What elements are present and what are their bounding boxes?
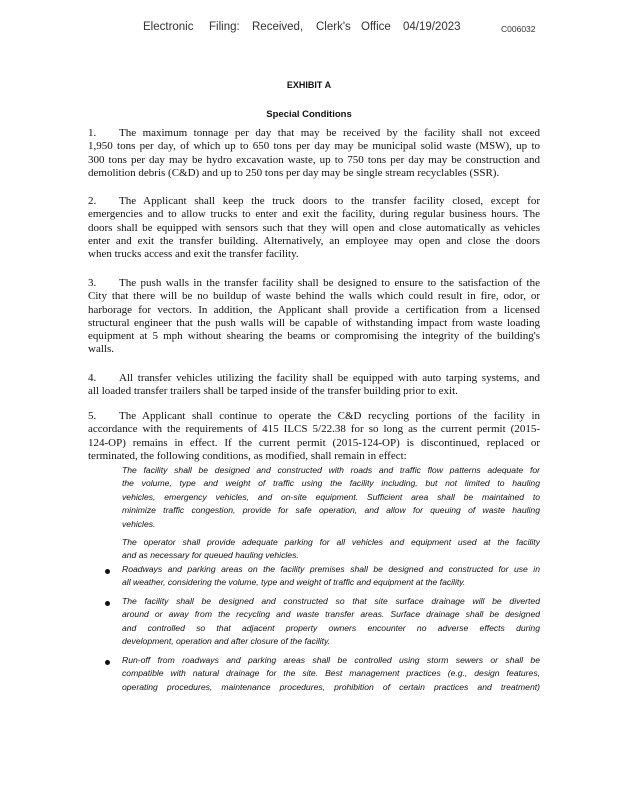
bullet-dot-icon [105,569,110,574]
condition-line: vehicles. [122,518,156,529]
filing-stamp-header [0,21,618,35]
paragraph-line: equipment at 5 mph without shearing the beams or compromising the integrity of the building's [88,330,540,343]
condition-run-off [122,654,540,694]
paragraph-2 [88,195,540,261]
condition-line: and controlled so that adjacent property owners encounter no adverse effects during [122,622,540,633]
special-conditions-heading: Special Conditions [266,109,352,120]
paragraph-number: 2. [88,195,97,207]
paragraph-3 [88,277,540,357]
paragraph-number: 5. [88,410,97,422]
header-filing: Filing: [209,21,240,33]
paragraph-line: demolition debris (C&D) and up to 250 tons per day may be single stream recyclables (SSR). [88,166,500,179]
condition-roadways [122,563,540,590]
condition-line: around or away from the recycling and waste transfer areas. Surface drainage shall be designed [122,609,540,620]
paragraph-line: all loaded transfer trailers shall be tarped inside of the transfer building prior to exit. [88,385,458,398]
paragraph-1 [88,127,540,180]
condition-parking [122,536,540,563]
paragraph-line: 1,950 tons per day, of which up to 650 tons per day may be municipal solid waste (MSW), up to [88,140,540,153]
condition-line: The operator shall provide adequate parking for all vehicles and equipment used at the facility [122,537,540,547]
exhibit-title: EXHIBIT A [286,80,332,90]
condition-surface-drainage [122,595,540,649]
header-electronic: Electronic [143,21,194,33]
paragraph-number: 3. [88,277,97,289]
paragraph-line: 300 tons per day may be hydro excavation waste, up to 750 tons per day may be construction and [88,153,540,166]
condition-line: compatible with natural drainage for the site. Best management practices (e.g., design features, [122,668,540,679]
paragraph-line: accordance with the requirements of 415 ILCS 5/22.38 for so long as the current permit (2015- [88,423,540,436]
paragraph-line: The Applicant shall continue to operate the C&D recycling portions of the facility in [119,410,540,422]
condition-line: the volume, type and weight of traffic using the facility including, but not limited to hauling [122,478,540,489]
header-received: Received, [252,21,304,33]
paragraph-4 [88,372,540,399]
paragraph-line: The Applicant shall keep the truck doors to the transfer facility closed, except for [119,195,540,207]
bullet-dot-icon [105,601,110,606]
condition-traffic-flow [122,464,540,531]
paragraph-line: harborage for vectors. In addition, the Applicant shall provide a certification from a licensed [88,303,540,316]
condition-line: all weather, considering the volume, type and weight of traffic and equipment at the facility. [122,577,466,588]
condition-line: operating procedures, maintenance procedures, prohibition of certain practices and treatment) [122,681,540,692]
header-date: 04/19/2023 [403,21,461,33]
paragraph-line: City that there will be no buildup of waste behind the walls which could result in fire, odor, or [88,290,540,303]
paragraph-5 [88,410,540,463]
condition-line: development, operation and after closure of the facility. [122,636,331,647]
condition-line: The facility shall be designed and constructed with roads and traffic flow patterns adequate for [122,465,540,475]
paragraph-line: when trucks access and exit the transfer facility. [88,248,299,261]
paragraph-line: 124-OP) remains in effect. If the current permit (2015-124-OP) is discontinued, replaced or [88,436,540,449]
header-clerks: Clerk's [316,21,351,33]
paragraph-line: walls. [88,343,114,356]
condition-line: Roadways and parking areas on the facility premises shall be designed and constructed for use in [122,564,540,574]
paragraph-line: structural engineer that the push walls will be capable of withstanding impact from waste loading [88,316,540,329]
condition-line: and as necessary for queued hauling vehicles. [122,550,299,561]
paragraph-line: doors shall be equipped with sensors such that they will open and close automatically as vehicles [88,221,540,234]
paragraph-line: emergencies and to allow trucks to enter and exit the facility, during regular business hours. The [88,208,540,221]
paragraph-line: The maximum tonnage per day that may be received by the facility shall not exceed [119,127,540,139]
paragraph-line: enter and exit the transfer building. Alternatively, an employee may open and close the doors [88,234,540,247]
paragraph-line: The push walls in the transfer facility shall be designed to ensure to the satisfaction of the [119,277,540,289]
condition-line: Run-off from roadways and parking areas shall be controlled using storm sewers or shall be [122,655,540,665]
header-office: Office [361,21,391,33]
paragraph-number: 4. [88,372,97,384]
paragraph-number: 1. [88,127,97,139]
condition-line: vehicles, emergency vehicles, and on-site equipment. Sufficient area shall be maintained to [122,491,540,502]
header-document-code: C006032 [501,24,536,34]
paragraph-line: All transfer vehicles utilizing the facility shall be equipped with auto tarping systems, and [119,372,540,384]
condition-line: minimize traffic congestion, provide for safe operation, and allow for queuing of waste hauling [122,505,540,516]
bullet-dot-icon [105,660,110,665]
paragraph-line: terminated, the following conditions, as modified, shall remain in effect: [88,449,407,462]
condition-line: The facility shall be designed and constructed so that site surface drainage will be diverted [122,596,540,606]
